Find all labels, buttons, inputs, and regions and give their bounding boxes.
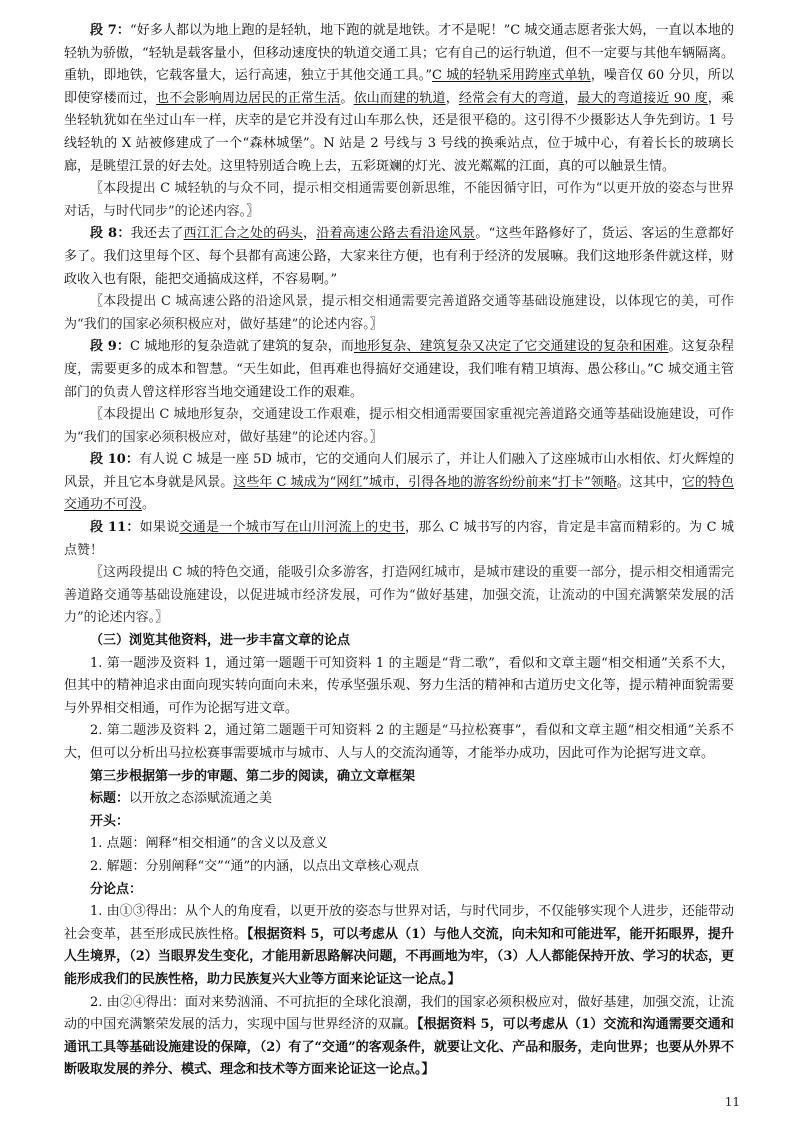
text-run: 它的特色交通功不可没 [64, 474, 734, 513]
text-run: 。这其中， [616, 474, 682, 490]
text-run: 段 10： [90, 452, 139, 468]
text-run: 段 9： [90, 339, 131, 355]
body-paragraph [64, 992, 734, 1082]
commentary-paragraph [64, 562, 734, 630]
text-run: 1. 由①③得出：从个人的角度看，以更开放的姿态与世界对话，与时代同步，不仅能够实现个人进步，还能带动社会变革，甚至形成民族性格。 [64, 904, 734, 942]
text-run: 〖本段提出 C 城轻轨的与众不同，提示相交相通需要创新思维，不能因循守旧，可作为“以更开放的姿态与世界对话，与时代同步”的论述内容。〗 [64, 181, 734, 219]
section-heading [64, 788, 734, 811]
section-heading [64, 879, 734, 902]
text-run: 【根据资料 5，可以考虑从（1）与他人交流，向未知和可能进军，能开拓眼界，提升人生境界，（2）当眼界发生变化，才能用新思路解决问题，不再画地为牢，（3）人人都能保持开放、学习的状态，更能形成我们的民族性格，助力民族复兴大业等方面来论证这一论点。】 [64, 926, 734, 987]
text-run: 第三步根据第一步的审题、第二步的阅读，确立文章框架 [90, 768, 416, 784]
text-run: 〖本段提出 C 城高速公路的沿途风景，提示相交相通需要完善道路交通等基础设施建设，以体现它的美，可作为“我们的国家必须积极应对，做好基建”的论述内容。〗 [64, 294, 734, 332]
text-run: ， [445, 90, 459, 106]
text-run: 以开放之态添赋流通之美 [129, 791, 273, 807]
text-run: 。“这些年路修好了，货运、客运的生意都好多了。我们这里每个区、每个县都有高速公路，大家来往方便，也有利于经济的发展嘛。我们这地形条件就这样，财政收入也有限，能把交通搞成这样，不容易啊。” [64, 226, 734, 287]
commentary-paragraph [64, 404, 734, 449]
body-paragraph [64, 336, 734, 404]
text-run: 2. 由②④得出：面对来势汹涌、不可抗拒的全球化浪潮，我们的国家必须积极应对，做好基建，加强交流，让流动的中国充满繁荣发展的活力，实现中国与世界经济的双赢。 [64, 994, 734, 1033]
text-run: ， [303, 226, 317, 242]
body-paragraph [64, 720, 734, 765]
text-run: 。 [340, 90, 354, 106]
body-paragraph [64, 517, 734, 562]
text-run: （三）浏览其他资料，进一步丰富文章的论点 [90, 633, 351, 649]
text-run: 有人说 C 城是一座 5D 城市，它的交通向人们展示了，并让人们融入了这座城市山水相依、灯火辉煌的风景，并且它本身就是风景。 [64, 452, 734, 490]
text-run: 最大的弯道接近 90 度 [577, 90, 708, 106]
text-run: 段 7： [90, 23, 130, 38]
text-run: ，乘坐轻轨犹如在坐过山车一样，庆幸的是它并没有过山车那么快，还是很平稳的。这引得不少摄影达人争先到访。1 号线轻轨的 X 站被修建成了一个“森林城堡”。N 站是 2 号线与 3 号线的换乘站点，位于城中心，有着长长的玻璃长廊，是眺望江景的好去处。这里特别适合晚上去，五彩斑斓的灯光、波光粼粼的江面，真的可以触景生情。 [64, 90, 734, 174]
text-run: 1. 第一题涉及资料 1，通过第一题题干可知资料 1 的主题是“背二歌”，看似和文章主题“相交相通”关系不大，但其中的精神追求由面向现实转向面向未来，传承坚强乐观、努力生活的精神和古道历史文化等，提示精神面貌需要与外界相交相通，可作为论据写进文章。 [64, 655, 734, 716]
text-run: ，那么 C 城书写的内容，肯定是丰富而精彩的。为 C 城点赞！ [64, 520, 734, 558]
body-paragraph [64, 653, 734, 721]
text-run: 我还去了 [130, 226, 184, 242]
commentary-paragraph [64, 178, 734, 223]
text-run: ， [564, 90, 578, 106]
section-heading [64, 811, 734, 834]
body-paragraph [64, 449, 734, 517]
section-heading [64, 630, 734, 653]
text-run: “好多人都以为地上跑的是轻轨，地下跑的就是地铁。才不是呢！”C 城交通志愿者张大妈，一直以本地的轻轨为骄傲，“轻轨是载客量小，但移动速度快的轨道交通工具；它有自己的运行轨道，但不一定要与其他车辆隔离。重轨，即地铁，它载客量大，运行高速，独立于其他交通工具。” [64, 23, 734, 84]
text-run: 依山而建的轨道 [353, 90, 446, 106]
text-run: 2. 解题：分别阐释“交”“通”的内涵，以点出文章核心观点 [90, 858, 420, 874]
document-body [64, 20, 734, 1082]
text-run: 。这复杂程度，需要更多的成本和智慧。“天生如此，但再难也得搞好交通建设，我们唯有精卫填海、愚公移山。”C 城交通主管部门的负责人曾这样形容当地交通建设工作的艰难。 [64, 339, 734, 400]
text-run: 2. 第二题涉及资料 2，通过第二题题干可知资料 2 的主题是“马拉松赛事”，看似和文章主题“相交相通”关系不大，但可以分析出马拉松赛事需要城市与城市、人与人的交流沟通等，才能举办成功，因此可作为论据写进文章。 [64, 723, 734, 761]
text-run: 地形复杂、建筑复杂又决定了它交通建设的复杂和困难 [353, 339, 669, 355]
text-run: ，噪音仅 60 分贝，所以即使穿楼而过， [64, 68, 734, 106]
body-paragraph [64, 20, 734, 178]
text-run: 。 [142, 497, 156, 513]
text-run: 经常会有大的弯道 [458, 90, 565, 106]
text-run: 段 8： [90, 226, 131, 242]
text-run: 西江汇合之处的码头 [183, 226, 303, 242]
body-paragraph [64, 901, 734, 991]
text-run: 1. 点题：阐释“相交相通”的含义以及意义 [90, 836, 328, 852]
text-run: 如果说 [139, 520, 180, 536]
text-run: 〖这两段提出 C 城的特色交通，能吸引众多游客，打造网红城市，是城市建设的重要一部分，提示相交相通需完善道路交通等基础设施建设，以促进城市经济发展，可作为“做好基建，加强交流，让流动的中国充满繁荣发展的活力”的论述内容。〗 [64, 565, 734, 626]
text-run: 开头： [90, 813, 130, 829]
text-run: 分论点： [90, 881, 143, 897]
text-run: 〖本段提出 C 城地形复杂，交通建设工作艰难，提示相交相通需要国家重视完善道路交通等基础设施建设，可作为“我们的国家必须积极应对，做好基建”的论述内容。〗 [64, 407, 734, 445]
text-run: C 城地形的复杂造就了建筑的复杂，而 [130, 339, 354, 355]
body-paragraph [64, 223, 734, 291]
body-paragraph [64, 833, 734, 856]
body-paragraph [64, 856, 734, 879]
text-run: 沿着高速公路去看沿途风景 [316, 226, 476, 242]
section-heading [64, 766, 734, 789]
text-run: 交通是一个城市写在山川河流上的史书 [179, 520, 405, 536]
text-run: 【根据资料 5，可以考虑从（1）交流和沟通需要交通和通讯工具等基础设施建设的保障，（2）有了“交通”的客观条件，就要让文化、产品和服务，走向世界；也要从外界不断吸取发展的养分、模式、理念和技术等方面来论证这一论点。】 [64, 1017, 734, 1078]
text-run: C 城的轻轨采用跨座式单轨 [432, 68, 591, 84]
text-run: 也不会影响周边居民的正常生活 [156, 90, 341, 106]
commentary-paragraph [64, 291, 734, 336]
text-run: 这些年 C 城成为“网红”城市，引得各地的游客纷纷前来“打卡”领略 [233, 474, 617, 490]
text-run: 段 11： [90, 520, 140, 536]
text-run: 标题： [90, 791, 130, 807]
page-number: 11 [724, 1095, 740, 1109]
